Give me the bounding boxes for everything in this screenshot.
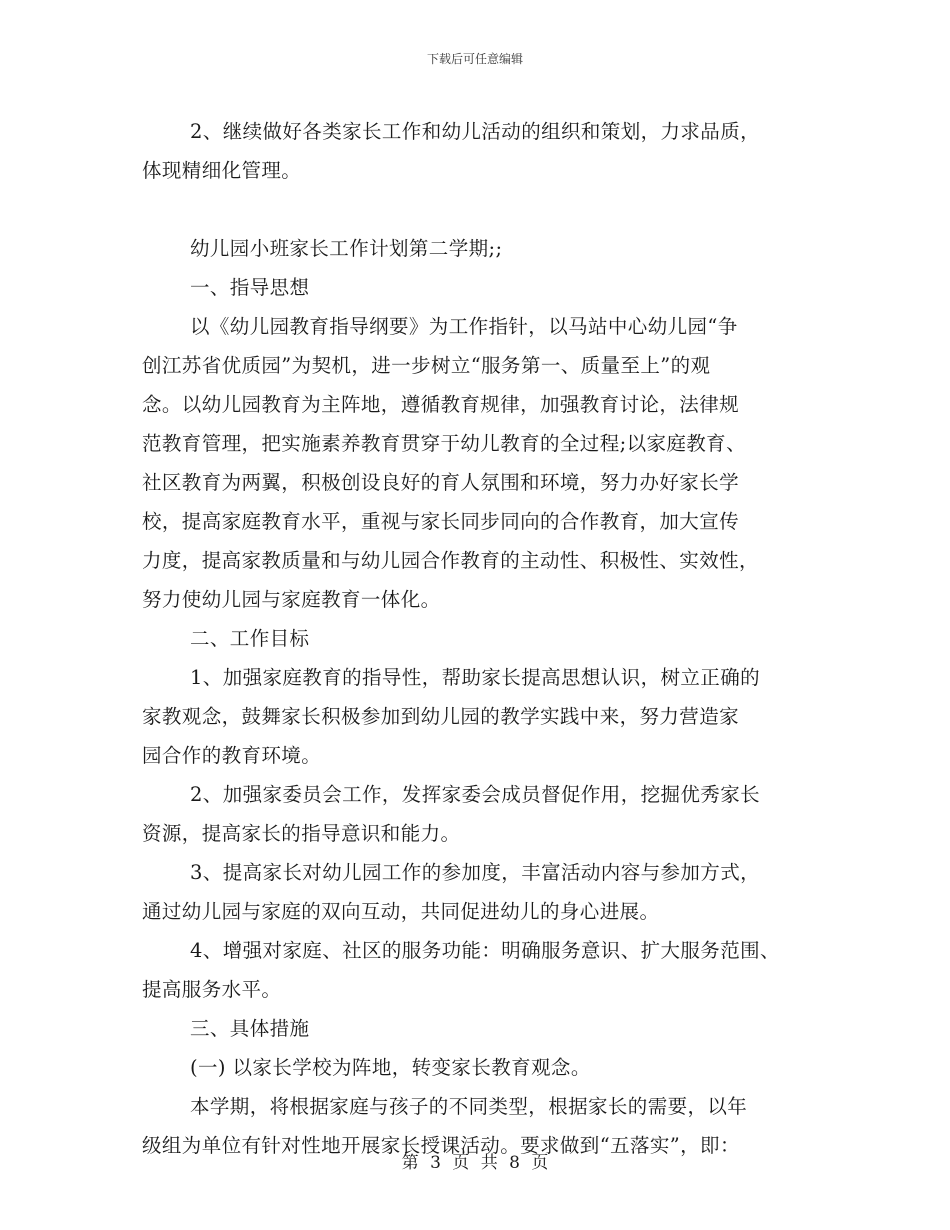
page-header: 下载后可任意编辑 bbox=[426, 52, 523, 66]
paragraph-line: 3、提高家长对幼儿园工作的参加度，丰富活动内容与参加方式， bbox=[190, 861, 761, 884]
paragraph-line: 以《幼儿园教育指导纲要》为工作指针，以马站中心幼儿园“争 bbox=[190, 315, 738, 338]
paragraph-line: 2、继续做好各类家长工作和幼儿活动的组织和策划，力求品质， bbox=[190, 120, 761, 143]
document-body bbox=[142, 112, 822, 1165]
paragraph-line: 2、加强家委员会工作，发挥家委会成员督促作用，挖掘优秀家长 bbox=[190, 783, 761, 806]
paragraph-line: 努力使幼儿园与家庭教育一体化。 bbox=[142, 588, 441, 611]
paragraph-line: 4、增强对家庭、社区的服务功能：明确服务意识、扩大服务范围、 bbox=[190, 939, 780, 962]
paragraph-line: 通过幼儿园与家庭的双向互动，共同促进幼儿的身心进展。 bbox=[142, 900, 660, 923]
paragraph-line: 提高服务水平。 bbox=[142, 978, 282, 1001]
section-heading: 三、具体措施 bbox=[190, 1017, 310, 1040]
paragraph-line: 资源，提高家长的指导意识和能力。 bbox=[142, 822, 461, 845]
paragraph-line: 力度，提高家教质量和与幼儿园合作教育的主动性、积极性、实效性， bbox=[142, 549, 759, 572]
subsection-heading: (一) 以家长学校为阵地，转变家长教育观念。 bbox=[190, 1056, 591, 1079]
paragraph-line: 1、加强家庭教育的指导性，帮助家长提高思想认识，树立正确的 bbox=[190, 666, 761, 689]
paragraph-line: 创江苏省优质园”为契机，进一步树立“服务第一、质量至上”的观 bbox=[142, 354, 711, 377]
section-heading: 二、工作目标 bbox=[190, 627, 310, 650]
section-heading: 一、指导思想 bbox=[190, 276, 310, 299]
paragraph-line: 体现精细化管理。 bbox=[142, 159, 302, 182]
paragraph-line: 范教育管理，把实施素养教育贯穿于幼儿教育的全过程;以家庭教育、 bbox=[142, 432, 746, 455]
paragraph-line: 校，提高家庭教育水平，重视与家长同步同向的合作教育，加大宣传 bbox=[142, 510, 740, 533]
paragraph-line: 幼儿园小班家长工作计划第二学期;; bbox=[190, 237, 503, 260]
paragraph-line: 家教观念，鼓舞家长积极参加到幼儿园的教学实践中来，努力营造家 bbox=[142, 705, 740, 728]
paragraph-line: 本学期，将根据家庭与孩子的不同类型，根据家长的需要，以年 bbox=[190, 1095, 748, 1118]
paragraph-gap bbox=[142, 190, 822, 229]
paragraph-line: 社区教育为两翼，积极创设良好的育人氛围和环境，努力办好家长学 bbox=[142, 471, 740, 494]
paragraph-line: 念。以幼儿园教育为主阵地，遵循教育规律，加强教育讨论，法律规 bbox=[142, 393, 740, 416]
paragraph-line: 级组为单位有针对性地开展家长授课活动。要求做到“五落实”，即： bbox=[142, 1134, 740, 1157]
paragraph-line: 园合作的教育环境。 bbox=[142, 744, 322, 767]
page-number: 第 3 页 共 8 页 bbox=[401, 1153, 549, 1173]
